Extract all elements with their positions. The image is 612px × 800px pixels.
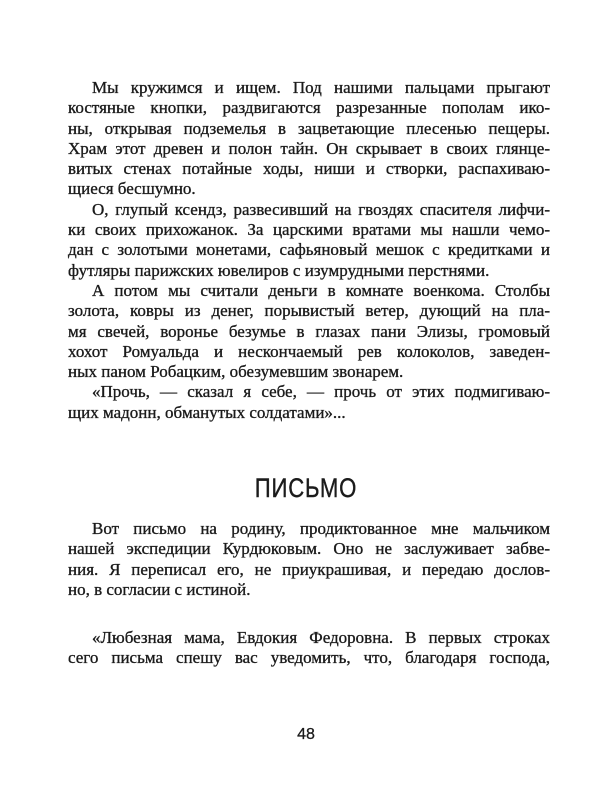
text-line: золота, ковры из денег, порывистый ветер, дующий на пла- bbox=[68, 301, 550, 321]
text-line: дан с золотыми монетами, сафьяновый мешок с кредитками и bbox=[68, 240, 550, 260]
text-line: ния. Я переписал его, не приукрашивая, и передаю дослов- bbox=[68, 559, 550, 579]
text-line: ных паном Робацким, обезумевшим звонарем. bbox=[68, 362, 404, 382]
text-line: Вот письмо на родину, продиктованное мне мальчиком bbox=[92, 519, 550, 538]
text-line: сего письма спешу вас уведомить, что, благодаря господа, bbox=[68, 648, 550, 668]
text-line: мя свечей, воронье безумье в глазах пани Элизы, громовый bbox=[68, 321, 550, 341]
text-line: костяные кнопки, раздвигаются разрезанные пополам ико- bbox=[68, 98, 550, 118]
text-block-intro bbox=[68, 519, 550, 600]
text-block-letter bbox=[68, 628, 550, 669]
text-line: футляры парижских ювелиров с изумрудными перстнями. bbox=[68, 260, 490, 280]
text-line: О, глупый ксендз, развесивший на гвоздях спасителя лифчи- bbox=[92, 199, 550, 219]
text-line: щиеся бесшумно. bbox=[68, 179, 196, 199]
text-line: ки своих прихожанок. За царскими вратами мы нашли чемо- bbox=[68, 220, 550, 240]
text-line: Мы кружимся и ищем. Под нашими пальцами прыгают bbox=[92, 78, 550, 97]
text-line: хохот Ромуальда и нескончаемый рев колоколов, заведен- bbox=[68, 341, 550, 361]
page-number: 48 bbox=[297, 726, 315, 743]
section-title: ПИСЬМО bbox=[254, 473, 358, 503]
text-line: витых стенах потайные ходы, ниши и створки, распахиваю- bbox=[68, 159, 550, 179]
text-line: Храм этот древен и полон тайн. Он скрывает в своих глянце- bbox=[68, 138, 550, 158]
text-line: А потом мы считали деньги в комнате военкома. Столбы bbox=[92, 280, 550, 300]
text-block-church bbox=[68, 78, 550, 423]
text-line: «Прочь, — сказал я себе, — прочь от этих подмигиваю- bbox=[92, 382, 550, 402]
text-line: «Любезная мама, Евдокия Федоровна. В первых строках bbox=[92, 628, 550, 647]
text-line: ны, открывая подземелья в зацветающие плесенью пещеры. bbox=[68, 118, 550, 138]
text-line: но, в согласии с истиной. bbox=[68, 579, 251, 599]
text-line: щих мадонн, обманутых солдатами»... bbox=[68, 402, 346, 422]
text-line: нашей экспедиции Курдюковым. Оно не заслуживает забве- bbox=[68, 539, 550, 559]
